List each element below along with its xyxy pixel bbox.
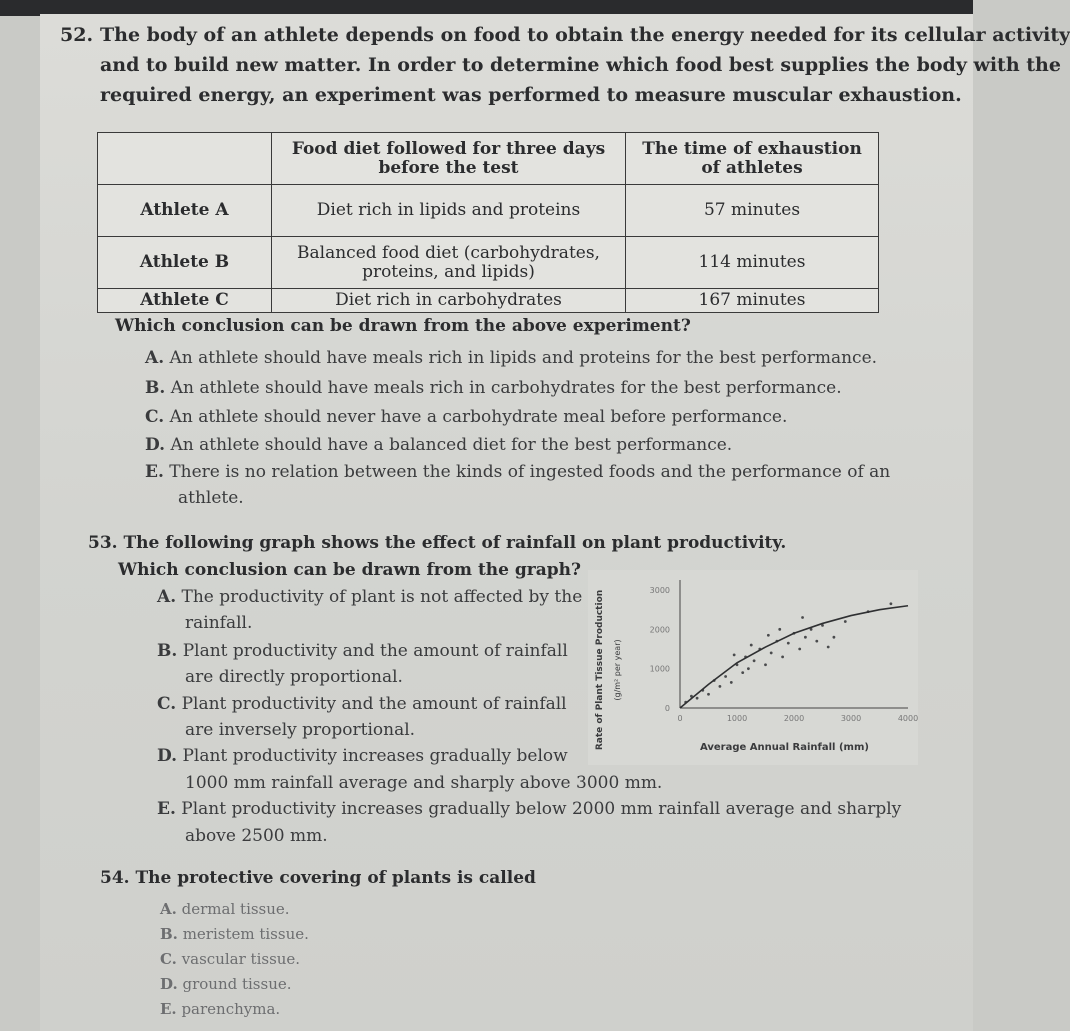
option-letter: A.: [160, 900, 177, 918]
q52-stem-line-3: required energy, an experiment was performed to measure muscular exhaustion.: [100, 84, 962, 106]
q52-stem-line-2: and to build new matter. In order to determine which food best supplies the body with the: [100, 54, 1061, 76]
table-header-row: [98, 133, 879, 185]
athlete-time: 114 minutes: [626, 237, 879, 289]
x-axis-label: Average Annual Rainfall (mm): [700, 742, 869, 753]
data-point: [724, 675, 727, 678]
table-header-diet: Food diet followed for three days before the test: [272, 133, 626, 185]
y-axis-units: (g/m² per year): [613, 639, 622, 701]
option-letter: E.: [157, 799, 176, 819]
q54-option-e[interactable]: [160, 998, 280, 1020]
data-point: [719, 685, 722, 688]
option-text: The productivity of plant is not affected by the: [181, 587, 583, 607]
option-letter: C.: [160, 950, 177, 968]
table-row: [98, 289, 879, 313]
x-tick-label: 0: [677, 714, 683, 723]
data-point: [696, 697, 699, 700]
q53-option-a[interactable]: [157, 586, 582, 608]
q54-number: 54.: [100, 868, 130, 888]
q53-option-b-continued: are directly proportional.: [185, 667, 403, 687]
athlete-name: Athlete B: [98, 237, 272, 289]
data-point: [890, 602, 893, 605]
q53-option-c[interactable]: [157, 693, 567, 715]
option-letter: E.: [160, 1000, 177, 1018]
q53-option-e-continued: above 2500 mm.: [185, 826, 328, 846]
athlete-diet: Balanced food diet (carbohydrates, proteins, and lipids): [272, 237, 626, 289]
q53-option-e[interactable]: [157, 798, 901, 820]
q53-option-d[interactable]: [157, 745, 568, 767]
q54-option-b[interactable]: [160, 923, 309, 945]
data-point: [778, 628, 781, 631]
option-letter: A.: [145, 348, 165, 368]
option-text: There is no relation between the kinds of ingested foods and the performance of an: [169, 462, 891, 482]
data-point: [787, 642, 790, 645]
q53-number: 53.: [88, 533, 118, 553]
option-text: Plant productivity increases gradually below 2000 mm rainfall average and sharply: [181, 799, 902, 819]
q52-option-b[interactable]: [145, 377, 842, 399]
data-point: [750, 644, 753, 647]
option-letter: B.: [145, 378, 166, 398]
data-point: [781, 655, 784, 658]
athlete-name: Athlete A: [98, 185, 272, 237]
data-point: [767, 634, 770, 637]
option-letter: D.: [160, 975, 178, 993]
option-text: parenchyma.: [181, 1000, 281, 1018]
y-tick-label: 0: [664, 704, 670, 713]
q52-option-d[interactable]: [145, 434, 732, 456]
table-header-empty: [98, 133, 272, 185]
q54-option-a[interactable]: [160, 898, 290, 920]
data-point: [730, 681, 733, 684]
data-point: [770, 652, 773, 655]
q52-question: Which conclusion can be drawn from the above experiment?: [115, 316, 691, 336]
data-point: [747, 667, 750, 670]
option-text: ground tissue.: [182, 975, 292, 993]
data-point: [844, 620, 847, 623]
q52-option-e-continued: athlete.: [178, 488, 244, 508]
option-letter: C.: [145, 407, 165, 427]
athlete-diet: Diet rich in lipids and proteins: [272, 185, 626, 237]
y-axis-label: Rate of Plant Tissue Production: [595, 589, 605, 751]
option-letter: A.: [157, 587, 177, 607]
option-text: An athlete should have meals rich in carbohydrates for the best performance.: [170, 378, 842, 398]
q52-option-a[interactable]: [145, 347, 877, 369]
athlete-name: Athlete C: [98, 289, 272, 313]
data-point: [707, 693, 710, 696]
q53-option-b[interactable]: [157, 640, 568, 662]
data-point: [798, 648, 801, 651]
option-text: An athlete should never have a carbohydrate meal before performance.: [169, 407, 788, 427]
rainfall-productivity-chart: [588, 570, 918, 765]
option-text: meristem tissue.: [182, 925, 309, 943]
data-point: [827, 646, 830, 649]
option-letter: D.: [145, 435, 166, 455]
option-text: Plant productivity and the amount of rainfall: [181, 694, 567, 714]
data-point: [733, 654, 736, 657]
x-tick-label: 1000: [726, 714, 748, 723]
option-text: An athlete should have meals rich in lipids and proteins for the best performance.: [169, 348, 878, 368]
q52-number: 52.: [60, 24, 94, 46]
option-text: dermal tissue.: [181, 900, 290, 918]
q53-option-d-continued: 1000 mm rainfall average and sharply above 3000 mm.: [185, 773, 663, 793]
data-point: [801, 616, 804, 619]
option-text: Plant productivity increases gradually below: [182, 746, 568, 766]
x-tick-label: 2000: [783, 714, 805, 723]
q52-option-c[interactable]: [145, 406, 787, 428]
option-text: Plant productivity and the amount of rainfall: [182, 641, 568, 661]
option-letter: C.: [157, 694, 177, 714]
q52-stem-line-1: The body of an athlete depends on food to obtain the energy needed for its cellular activity: [100, 24, 1070, 46]
q54-option-c[interactable]: [160, 948, 300, 970]
x-tick-label: 3000: [840, 714, 862, 723]
data-point: [833, 636, 836, 639]
q53-stem: [88, 533, 786, 553]
q53-option-c-continued: are inversely proportional.: [185, 720, 416, 740]
q52-option-e[interactable]: [145, 461, 890, 483]
option-letter: E.: [145, 462, 164, 482]
q53-question: Which conclusion can be drawn from the graph?: [118, 560, 581, 580]
option-letter: B.: [157, 641, 178, 661]
diet-table: [97, 132, 879, 313]
option-letter: B.: [160, 925, 178, 943]
x-tick-label: 4000: [897, 714, 919, 723]
table-header-time: The time of exhaustion of athletes: [626, 133, 879, 185]
athlete-time: 167 minutes: [626, 289, 879, 313]
y-tick-label: 3000: [649, 586, 670, 595]
athlete-time: 57 minutes: [626, 185, 879, 237]
q53-option-a-continued: rainfall.: [185, 613, 253, 633]
q53-stem-text: The following graph shows the effect of rainfall on plant productivity.: [123, 533, 787, 553]
y-tick-label: 2000: [649, 625, 670, 635]
y-tick-label: 1000: [649, 664, 670, 674]
q54-stem-text: The protective covering of plants is called: [135, 868, 536, 888]
q54-option-d[interactable]: [160, 973, 292, 995]
data-point: [753, 659, 756, 662]
q54-stem: [100, 868, 536, 888]
option-letter: D.: [157, 746, 178, 766]
data-point: [741, 671, 744, 674]
option-text: vascular tissue.: [181, 950, 301, 968]
table-row: [98, 185, 879, 237]
data-point: [804, 636, 807, 639]
athlete-diet: Diet rich in carbohydrates: [272, 289, 626, 313]
data-point: [764, 663, 767, 666]
option-text: An athlete should have a balanced diet for the best performance.: [170, 435, 733, 455]
data-point: [815, 640, 818, 643]
table-row: [98, 237, 879, 289]
chart-background: [588, 570, 918, 765]
